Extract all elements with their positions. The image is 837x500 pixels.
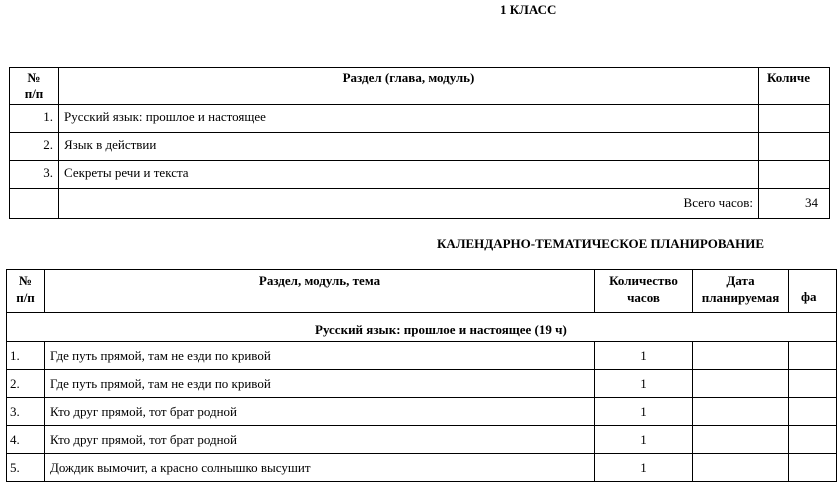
- planning-table: [6, 269, 837, 482]
- row-hours: 1: [595, 370, 693, 398]
- row-topic: Где путь прямой, там не езди по кривой: [45, 342, 595, 370]
- row-planned-date: [693, 398, 789, 426]
- row-num: 2.: [10, 133, 59, 161]
- header-section: Раздел (глава, модуль): [59, 68, 759, 105]
- total-label: Всего часов:: [59, 189, 759, 219]
- total-value: 34: [759, 189, 830, 219]
- row-hours: 1: [595, 398, 693, 426]
- row-num: 5.: [7, 454, 45, 482]
- table-row: [7, 454, 837, 482]
- row-section: Секреты речи и текста: [59, 161, 759, 189]
- planning-title: КАЛЕНДАРНО-ТЕМАТИЧЕСКОЕ ПЛАНИРОВАНИЕ: [437, 236, 765, 251]
- row-topic: Дождик вымочит, а красно солнышко высушит: [45, 454, 595, 482]
- table-row: [7, 370, 837, 398]
- row-planned-date: [693, 370, 789, 398]
- row-fact-date: [789, 454, 837, 482]
- row-num: 1.: [10, 105, 59, 133]
- header-planned-date: Дата планируемая: [693, 270, 789, 313]
- table-row: [10, 133, 830, 161]
- table-row: [7, 342, 837, 370]
- section-row: [7, 313, 837, 342]
- row-planned-date: [693, 454, 789, 482]
- table-row: [7, 398, 837, 426]
- table-header-row: [10, 68, 830, 105]
- row-num: 3.: [7, 398, 45, 426]
- header-num: № п/п: [10, 68, 59, 105]
- row-hours: 1: [595, 454, 693, 482]
- row-count: [759, 161, 830, 189]
- row-fact-date: [789, 370, 837, 398]
- row-num: 2.: [7, 370, 45, 398]
- row-topic: Кто друг прямой, тот брат родной: [45, 398, 595, 426]
- row-count: [759, 133, 830, 161]
- row-fact-date: [789, 342, 837, 370]
- row-planned-date: [693, 342, 789, 370]
- row-num: 4.: [7, 426, 45, 454]
- row-num: 1.: [7, 342, 45, 370]
- row-fact-date: [789, 426, 837, 454]
- row-fact-date: [789, 398, 837, 426]
- header-fact-date: фа: [789, 270, 837, 313]
- header-num: № п/п: [7, 270, 45, 313]
- table-row: [7, 426, 837, 454]
- row-section: Русский язык: прошлое и настоящее: [59, 105, 759, 133]
- row-section: Язык в действии: [59, 133, 759, 161]
- header-count: Количе: [759, 68, 830, 105]
- total-row: [10, 189, 830, 219]
- header-topic: Раздел, модуль, тема: [45, 270, 595, 313]
- row-topic: Кто друг прямой, тот брат родной: [45, 426, 595, 454]
- row-hours: 1: [595, 426, 693, 454]
- total-empty-cell: [10, 189, 59, 219]
- row-hours: 1: [595, 342, 693, 370]
- row-planned-date: [693, 426, 789, 454]
- header-hours: Количество часов: [595, 270, 693, 313]
- row-topic: Где путь прямой, там не езди по кривой: [45, 370, 595, 398]
- section-title: Русский язык: прошлое и настоящее (19 ч): [7, 313, 837, 342]
- table-header-row: [7, 270, 837, 313]
- row-num: 3.: [10, 161, 59, 189]
- table-row: [10, 161, 830, 189]
- table-row: [10, 105, 830, 133]
- summary-table: [9, 67, 830, 219]
- row-count: [759, 105, 830, 133]
- class-title: 1 КЛАСС: [500, 2, 557, 17]
